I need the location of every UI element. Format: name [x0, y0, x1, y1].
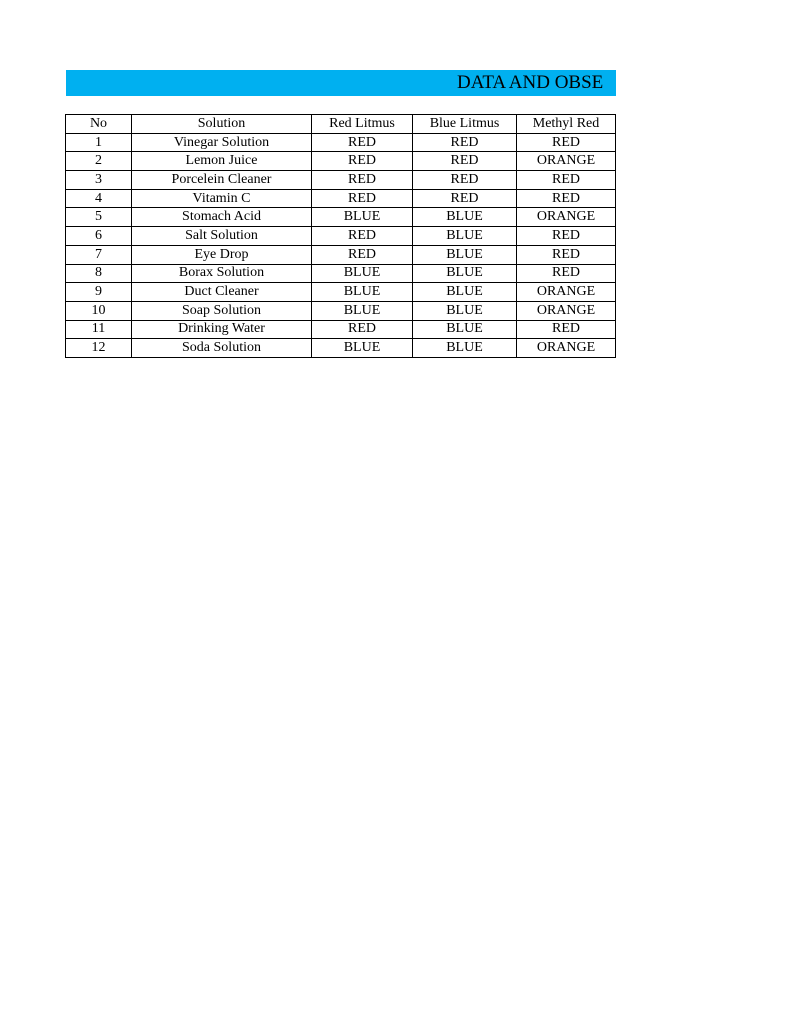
cell-red-litmus: BLUE	[312, 208, 413, 227]
cell-blue-litmus: BLUE	[413, 301, 517, 320]
table-row	[66, 320, 616, 339]
cell-solution: Vinegar Solution	[132, 133, 312, 152]
cell-red-litmus: RED	[312, 152, 413, 171]
table-header-row	[66, 115, 616, 134]
cell-methyl-red: RED	[517, 227, 616, 246]
observation-table	[65, 114, 616, 358]
cell-solution: Soda Solution	[132, 339, 312, 358]
table-row	[66, 245, 616, 264]
header-red-litmus: Red Litmus	[312, 115, 413, 134]
table-row	[66, 171, 616, 190]
cell-red-litmus: BLUE	[312, 264, 413, 283]
cell-red-litmus: RED	[312, 133, 413, 152]
table-row	[66, 152, 616, 171]
cell-red-litmus: RED	[312, 189, 413, 208]
cell-blue-litmus: BLUE	[413, 320, 517, 339]
cell-methyl-red: RED	[517, 189, 616, 208]
cell-red-litmus: RED	[312, 320, 413, 339]
cell-solution: Borax Solution	[132, 264, 312, 283]
table-row	[66, 301, 616, 320]
cell-methyl-red: ORANGE	[517, 152, 616, 171]
cell-solution: Soap Solution	[132, 301, 312, 320]
cell-blue-litmus: BLUE	[413, 208, 517, 227]
cell-red-litmus: BLUE	[312, 339, 413, 358]
cell-methyl-red: ORANGE	[517, 283, 616, 302]
cell-no: 9	[66, 283, 132, 302]
cell-solution: Lemon Juice	[132, 152, 312, 171]
table-row	[66, 208, 616, 227]
cell-methyl-red: ORANGE	[517, 208, 616, 227]
page-title: DATA AND OBSE	[457, 72, 604, 93]
cell-no: 1	[66, 133, 132, 152]
cell-methyl-red: RED	[517, 320, 616, 339]
cell-solution: Stomach Acid	[132, 208, 312, 227]
table-row	[66, 264, 616, 283]
table-row	[66, 133, 616, 152]
cell-no: 3	[66, 171, 132, 190]
cell-no: 4	[66, 189, 132, 208]
header-no: No	[66, 115, 132, 134]
cell-blue-litmus: BLUE	[413, 264, 517, 283]
cell-blue-litmus: BLUE	[413, 339, 517, 358]
table-body	[66, 133, 616, 357]
cell-methyl-red: RED	[517, 245, 616, 264]
cell-blue-litmus: RED	[413, 189, 517, 208]
cell-methyl-red: ORANGE	[517, 339, 616, 358]
cell-red-litmus: RED	[312, 171, 413, 190]
cell-blue-litmus: RED	[413, 171, 517, 190]
cell-solution: Drinking Water	[132, 320, 312, 339]
cell-no: 8	[66, 264, 132, 283]
cell-blue-litmus: BLUE	[413, 245, 517, 264]
cell-solution: Duct Cleaner	[132, 283, 312, 302]
cell-red-litmus: BLUE	[312, 301, 413, 320]
cell-solution: Eye Drop	[132, 245, 312, 264]
cell-methyl-red: ORANGE	[517, 301, 616, 320]
cell-red-litmus: BLUE	[312, 283, 413, 302]
table-row	[66, 283, 616, 302]
cell-blue-litmus: RED	[413, 133, 517, 152]
cell-blue-litmus: BLUE	[413, 283, 517, 302]
cell-methyl-red: RED	[517, 264, 616, 283]
cell-no: 10	[66, 301, 132, 320]
cell-no: 6	[66, 227, 132, 246]
title-banner	[66, 70, 616, 96]
cell-red-litmus: RED	[312, 245, 413, 264]
header-solution: Solution	[132, 115, 312, 134]
table-row	[66, 339, 616, 358]
cell-methyl-red: RED	[517, 133, 616, 152]
cell-no: 2	[66, 152, 132, 171]
table-row	[66, 227, 616, 246]
cell-red-litmus: RED	[312, 227, 413, 246]
cell-no: 5	[66, 208, 132, 227]
cell-blue-litmus: BLUE	[413, 227, 517, 246]
table-row	[66, 189, 616, 208]
cell-solution: Porcelein Cleaner	[132, 171, 312, 190]
cell-solution: Vitamin C	[132, 189, 312, 208]
header-blue-litmus: Blue Litmus	[413, 115, 517, 134]
cell-no: 11	[66, 320, 132, 339]
cell-methyl-red: RED	[517, 171, 616, 190]
cell-no: 12	[66, 339, 132, 358]
cell-no: 7	[66, 245, 132, 264]
cell-solution: Salt Solution	[132, 227, 312, 246]
cell-blue-litmus: RED	[413, 152, 517, 171]
header-methyl-red: Methyl Red	[517, 115, 616, 134]
